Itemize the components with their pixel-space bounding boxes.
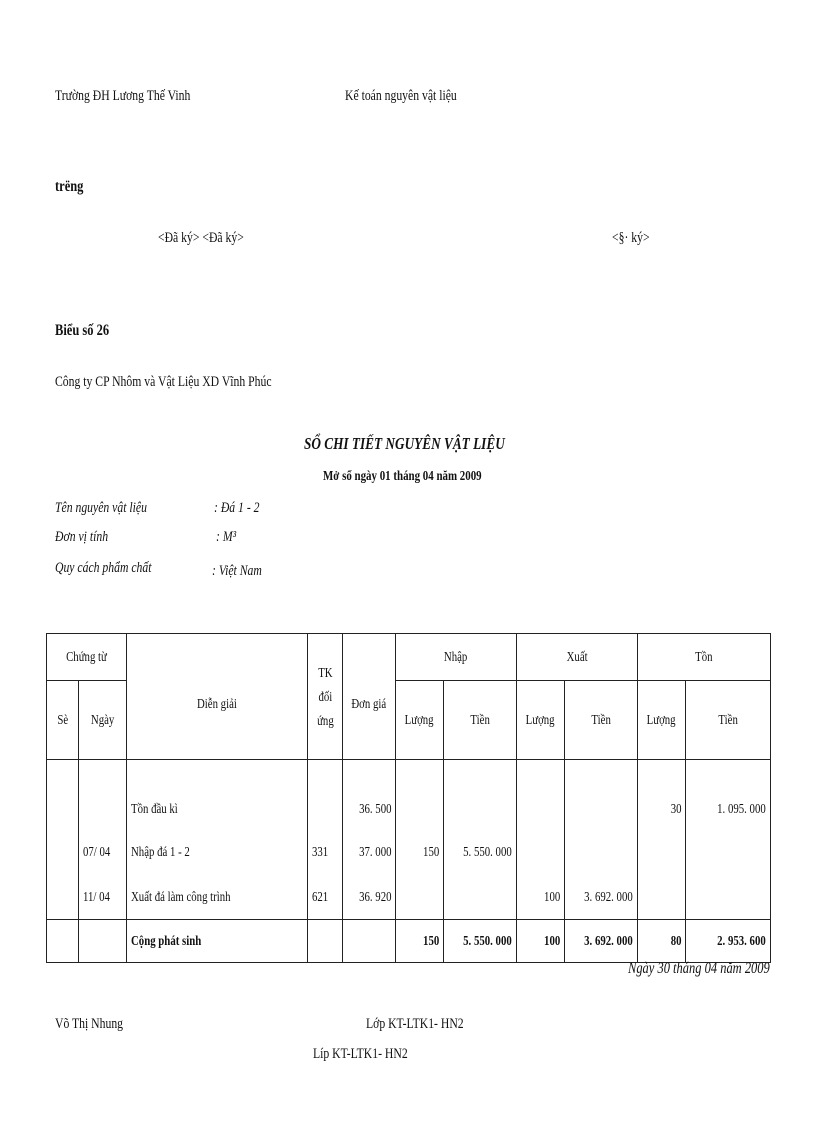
total-export-amount: 3. 692. 000 <box>565 920 638 963</box>
quality-value: : Việt Nam <box>212 563 262 579</box>
header-balance-qty: Lượng <box>638 681 686 760</box>
cell-export-amount: 3. 692. 000 <box>565 874 638 920</box>
header-export: Xuất <box>517 634 638 681</box>
document-subtitle: Mở sổ ngày 01 tháng 04 năm 2009 <box>323 469 482 484</box>
cell-number <box>47 920 79 963</box>
truong-label: trëng <box>55 178 84 195</box>
cell-unit-price <box>343 920 396 963</box>
cell-import-amount <box>444 760 517 830</box>
total-balance-qty: 80 <box>638 920 686 963</box>
cell-description: Tồn đầu kì <box>127 760 308 830</box>
cell-export-qty <box>517 829 565 874</box>
cell-date: 07/ 04 <box>79 829 127 874</box>
school-name: Trường ĐH Lương Thế Vinh <box>55 88 191 104</box>
author-name: Võ Thị Nhung <box>55 1016 124 1032</box>
department-name: Kế toán nguyên vật liệu <box>345 88 457 104</box>
header-balance-amount: Tiền <box>686 681 771 760</box>
cell-number <box>47 874 79 920</box>
cell-date: 11/ 04 <box>79 874 127 920</box>
cell-import-qty: 150 <box>396 829 444 874</box>
header-voucher: Chứng từ <box>47 634 127 681</box>
footer-date: Ngày 30 tháng 04 năm 2009 <box>628 960 770 977</box>
ledger-table <box>46 633 771 963</box>
cell-export-amount <box>565 829 638 874</box>
header-account: TK đối ứng <box>308 634 343 760</box>
cell-export-qty <box>517 760 565 830</box>
total-row <box>47 920 771 963</box>
cell-unit-price: 36. 500 <box>343 760 396 830</box>
total-import-amount: 5. 550. 000 <box>444 920 517 963</box>
header-row-1 <box>47 634 771 681</box>
cell-import-amount <box>444 874 517 920</box>
company-name: Công ty CP Nhôm và Vật Liệu XD Vĩnh Phúc <box>55 374 272 390</box>
total-balance-amount: 2. 953. 600 <box>686 920 771 963</box>
signed-left: <Đã ký> <Đã ký> <box>158 230 244 246</box>
cell-account: 621 <box>308 874 343 920</box>
cell-export-amount <box>565 760 638 830</box>
header-import-amount: Tiền <box>444 681 517 760</box>
cell-account: 331 <box>308 829 343 874</box>
header-import: Nhập <box>396 634 517 681</box>
cell-number <box>47 760 79 830</box>
table-row <box>47 874 771 920</box>
cell-account <box>308 920 343 963</box>
cell-date <box>79 760 127 830</box>
cell-balance-qty <box>638 829 686 874</box>
header-balance: Tồn <box>638 634 771 681</box>
cell-import-qty <box>396 874 444 920</box>
header-date: Ngày <box>79 681 127 760</box>
cell-unit-price: 36. 920 <box>343 874 396 920</box>
header-import-qty: Lượng <box>396 681 444 760</box>
table-row <box>47 829 771 874</box>
signed-right: <§· ký> <box>612 230 650 246</box>
cell-balance-amount <box>686 829 771 874</box>
cell-balance-amount <box>686 874 771 920</box>
cell-description: Xuất đá làm công trình <box>127 874 308 920</box>
cell-balance-amount: 1. 095. 000 <box>686 760 771 830</box>
header-unit-price: Đơn giá <box>343 634 396 760</box>
unit-label: Đơn vị tính <box>55 529 109 545</box>
material-name-label: Tên nguyên vật liệu <box>55 500 147 516</box>
header-export-qty: Lượng <box>517 681 565 760</box>
header-export-amount: Tiền <box>565 681 638 760</box>
cell-export-qty: 100 <box>517 874 565 920</box>
table-row <box>47 760 771 830</box>
document-title: SỔ CHI TIẾT NGUYÊN VẬT LIỆU <box>304 434 505 453</box>
cell-unit-price: 37. 000 <box>343 829 396 874</box>
total-export-qty: 100 <box>517 920 565 963</box>
header-description: Diễn giải <box>127 634 308 760</box>
cell-account <box>308 760 343 830</box>
class-label-2: Líp KT-LTK1- HN2 <box>313 1046 408 1062</box>
quality-label: Quy cách phẩm chất <box>55 560 152 576</box>
class-label-1: Lớp KT-LTK1- HN2 <box>366 1016 464 1032</box>
form-number: Biểu số 26 <box>55 322 110 339</box>
total-label: Cộng phát sinh <box>127 920 308 963</box>
cell-description: Nhập đá 1 - 2 <box>127 829 308 874</box>
material-name-value: : Đá 1 - 2 <box>214 500 260 516</box>
cell-balance-qty <box>638 874 686 920</box>
cell-balance-qty: 30 <box>638 760 686 830</box>
cell-date <box>79 920 127 963</box>
cell-import-qty <box>396 760 444 830</box>
total-import-qty: 150 <box>396 920 444 963</box>
cell-number <box>47 829 79 874</box>
cell-import-amount: 5. 550. 000 <box>444 829 517 874</box>
unit-value: : M³ <box>216 529 237 545</box>
header-number: Sè <box>47 681 79 760</box>
